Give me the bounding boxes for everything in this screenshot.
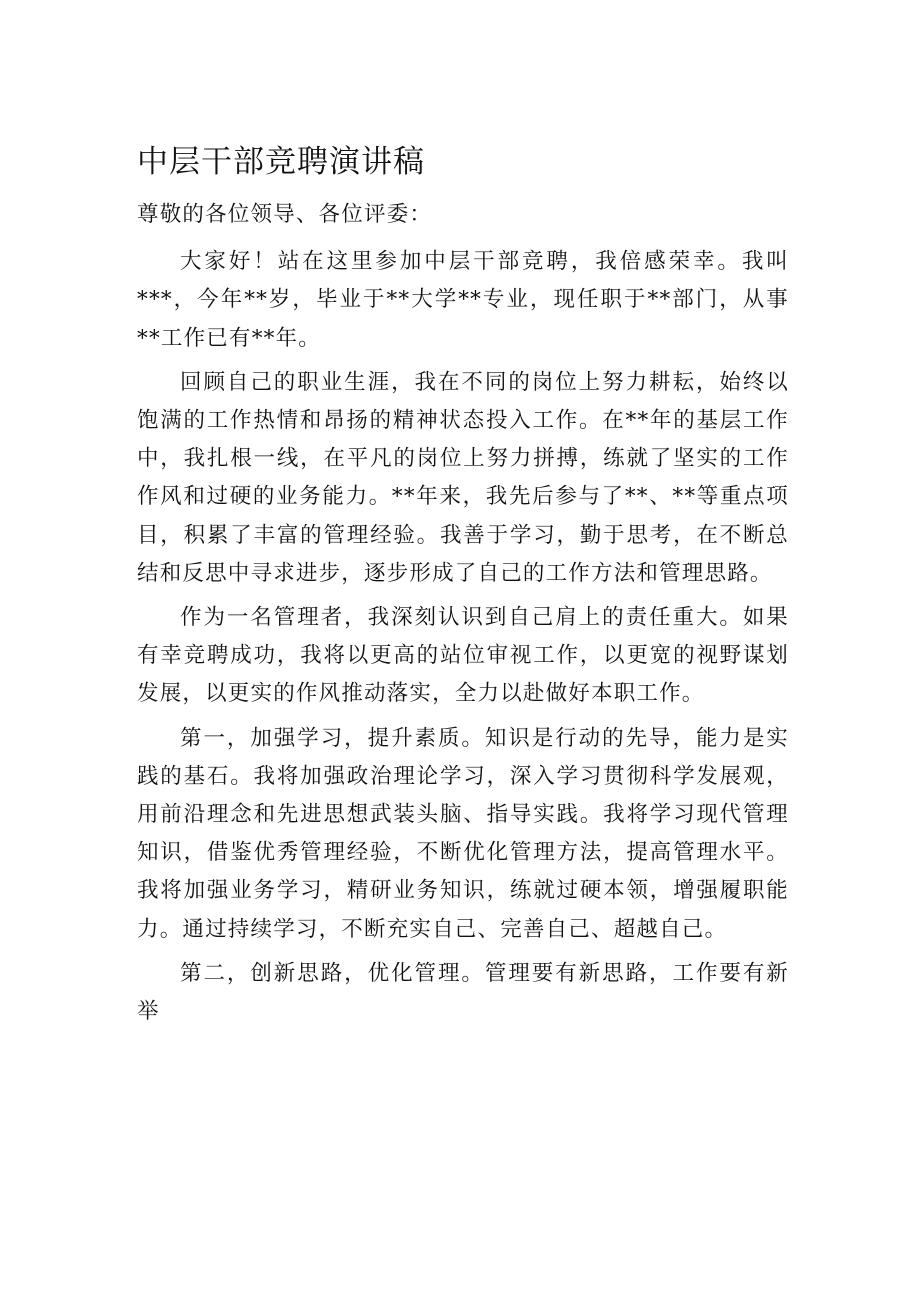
salutation: 尊敬的各位领导、各位评委：: [137, 202, 433, 227]
paragraph-responsibility: 作为一名管理者，我深刻认识到自己肩上的责任重大。如果有幸竞聘成功，我将以更高的站位审视工作，以更宽的视野谋划发展，以更实的作风推动落实，全力以赴做好本职工作。: [137, 605, 789, 707]
paragraph-career-review: 回顾自己的职业生涯，我在不同的岗位上努力耕耘，始终以饱满的工作热情和昂扬的精神状态投入工作。在**年的基层工作中，我扎根一线，在平凡的岗位上努力拼搏，练就了坚实的工作作风和过硬的业务能力。**年来，我先后参与了**、**等重点项目，积累了丰富的管理经验。我善于学习，勤于思考，在不断总结和反思中寻求进步，逐步形成了自己的工作方法和管理思路。: [137, 369, 789, 586]
document-body: [137, 196, 789, 1037]
paragraph-point-one: 第一，加强学习，提升素质。知识是行动的先导，能力是实践的基石。我将加强政治理论学习，深入学习贯彻科学发展观，用前沿理念和先进思想武装头脑、指导实践。我将学习现代管理知识，借鉴优秀管理经验，不断优化管理方法，提高管理水平。我将加强业务学习，精研业务知识，练就过硬本领，增强履职能力。通过持续学习，不断充实自己、完善自己、超越自己。: [137, 725, 789, 942]
paragraph-introduction: 大家好！站在这里参加中层干部竞聘，我倍感荣幸。我叫***，今年**岁，毕业于**大学**专业，现任职于**部门，从事**工作已有**年。: [137, 249, 789, 351]
document-title: 中层干部竞聘演讲稿: [137, 144, 425, 180]
paragraph-point-two: 第二，创新思路，优化管理。管理要有新思路，工作要有新举: [137, 960, 789, 1025]
